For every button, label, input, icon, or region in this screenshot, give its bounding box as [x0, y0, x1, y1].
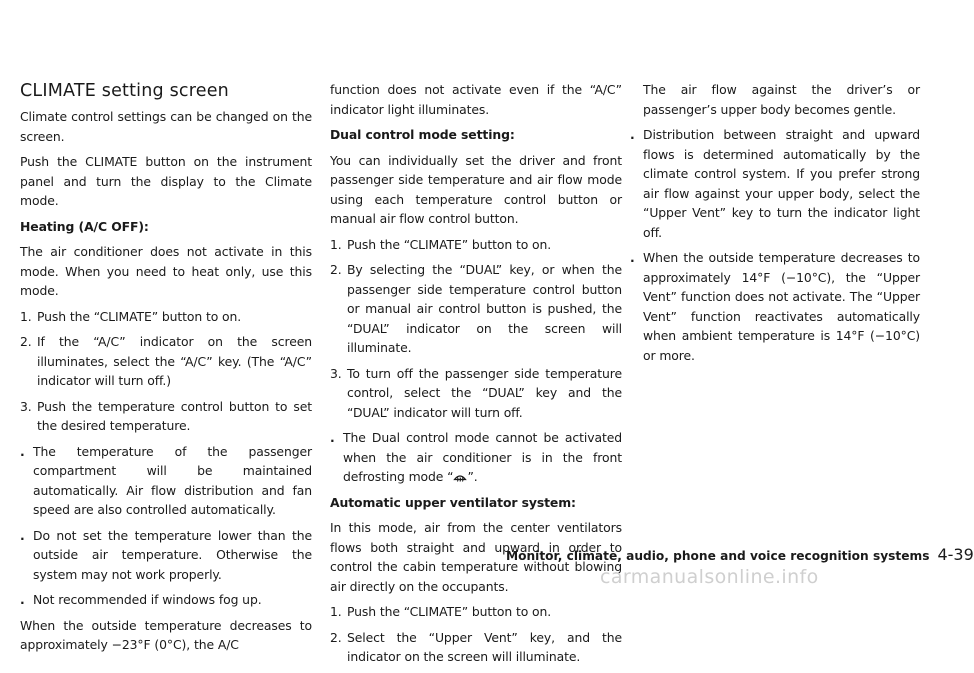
- heating-bullet-3: [20, 590, 312, 610]
- continued-paragraph: The air flow against the driver’s or passenger’s upper body becomes gentle.: [643, 82, 920, 117]
- step-number: 2.: [330, 629, 342, 645]
- heating-heading: Heating (A/C OFF):: [20, 218, 149, 234]
- bullet-marker: .: [630, 127, 635, 142]
- step-text: Push the “CLIMATE” button to on.: [347, 604, 552, 619]
- bullet-marker: .: [20, 443, 25, 459]
- bullet-marker: .: [20, 527, 25, 543]
- dual-bullet: [330, 428, 622, 487]
- step-number: 3.: [330, 365, 342, 381]
- step-number: 1.: [330, 236, 342, 252]
- intro-paragraph-2: Push the CLIMATE button on the instrument panel and turn the display to the Climate mode.: [20, 154, 312, 208]
- heating-step-3: [20, 397, 312, 436]
- dual-heading: Dual control mode setting:: [330, 127, 515, 142]
- footer-section-title: Monitor, climate, audio, phone and voice recognition systems: [506, 549, 930, 563]
- closing-paragraph: When the outside temperature decreases to approximately −23°F (0°C), the A/C: [20, 617, 312, 652]
- section-title: CLIMATE setting screen: [20, 81, 229, 101]
- watermark: carmanualsonline.info: [600, 566, 819, 588]
- upper-step-2: [330, 628, 622, 667]
- step-text: If the “A/C” indicator on the screen illuminates, select the “A/C” key. (The “A/C” indicator will turn off.): [37, 334, 312, 388]
- heating-bullet-1: [20, 442, 312, 520]
- continued-paragraph: function does not activate even if the “A/C” indicator light illuminates.: [330, 82, 622, 117]
- heating-bullet-2: [20, 526, 312, 585]
- bullet-text-after: ”.: [467, 469, 478, 484]
- step-text: Push the “CLIMATE” button to on.: [37, 308, 242, 324]
- step-text: To turn off the passenger side temperature control, select the “DUAL” key and the “DUAL” indicator will turn off.: [347, 365, 622, 420]
- heating-step-2: [20, 332, 312, 391]
- bullet-text-before: The Dual control mode cannot be activated when the air conditioner is in the front defrosting mode “: [343, 430, 622, 484]
- step-number: 3.: [20, 398, 32, 414]
- step-text: Push the temperature control button to set the desired temperature.: [37, 398, 312, 433]
- heating-step-1: [20, 307, 312, 327]
- upper-step-1: [330, 602, 622, 622]
- intro-paragraph-1: Climate control settings can be changed on the screen.: [20, 109, 312, 144]
- step-number: 2.: [20, 334, 32, 349]
- column-3: [630, 80, 920, 371]
- bullet-text: Distribution between straight and upward flows is determined automatically by the climate control system. If you prefer strong air flow against your upper body, select the “Upper Vent” key to turn the indicator light off.: [643, 127, 920, 240]
- column-2: [330, 80, 622, 673]
- bullet-marker: .: [330, 430, 335, 445]
- upper-bullet-2: [630, 248, 920, 365]
- step-text: By selecting the “DUAL” key, or when the passenger side temperature control button or manual air control button is pushed, the “DUAL” indicator on the screen will illuminate.: [347, 262, 622, 355]
- step-text: Push the “CLIMATE” button to on.: [347, 236, 552, 252]
- dual-step-3: [330, 364, 622, 423]
- front-defrost-icon: [453, 468, 467, 479]
- bullet-text: [343, 428, 622, 487]
- page-number: 4-39: [937, 545, 974, 564]
- bullet-text: When the outside temperature decreases to approximately 14°F (−10°C), the “Upper Vent” function does not activate. The “Upper Vent” function reactivates automatically when ambient temperature is 14°F (−10°C) or more.: [643, 250, 920, 363]
- heating-description: The air conditioner does not activate in this mode. When you need to heat only, use this mode.: [20, 244, 312, 298]
- bullet-text: Not recommended if windows fog up.: [33, 592, 262, 607]
- step-text: Select the “Upper Vent” key, and the indicator on the screen will illuminate.: [347, 629, 622, 664]
- bullet-marker: .: [20, 592, 25, 607]
- dual-description: You can individually set the driver and front passenger side temperature and air flow mode using each temperature control button or manual air flow control button.: [330, 152, 622, 226]
- dual-step-2: [330, 260, 622, 358]
- column-1: [20, 80, 312, 661]
- step-number: 2.: [330, 262, 342, 277]
- step-number: 1.: [20, 308, 32, 324]
- bullet-text: The temperature of the passenger compartment will be maintained automatically. Air flow distribution and fan speed are also controlled automatically.: [33, 443, 312, 517]
- bullet-text: Do not set the temperature lower than the outside air temperature. Otherwise the system may not work properly.: [33, 527, 312, 582]
- upper-vent-heading: Automatic upper ventilator system:: [330, 494, 576, 510]
- upper-bullet-1: [630, 125, 920, 242]
- upper-vent-description: In this mode, air from the center ventilators flows both straight and upward in order to control the cabin temperature without blowing air directly on the occupants.: [330, 520, 622, 594]
- dual-step-1: [330, 235, 622, 255]
- bullet-marker: .: [630, 250, 635, 265]
- page-footer: [506, 545, 974, 564]
- step-number: 1.: [330, 604, 342, 619]
